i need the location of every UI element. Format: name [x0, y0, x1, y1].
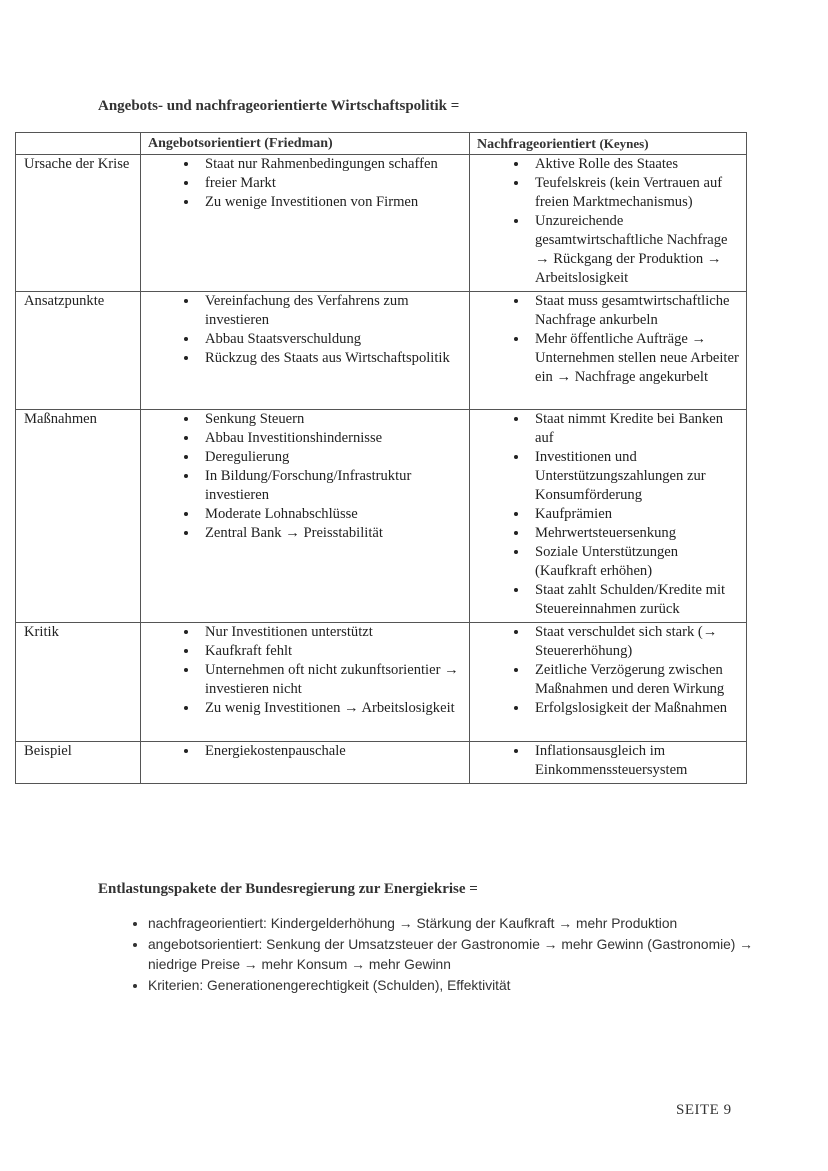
demand-cell	[470, 742, 747, 784]
list-item: • Staat nimmt Kredite bei Banken auf	[529, 410, 740, 448]
supply-list	[148, 742, 463, 761]
demand-cell	[470, 623, 747, 742]
list-item: • Soziale Unterstützungen (Kaufkraft erhöhen)	[529, 543, 740, 581]
list-item: • Energiekostenpauschale	[199, 742, 463, 761]
section-heading-relief: Entlastungspakete der Bundesregierung zur Energiekrise =	[98, 881, 478, 897]
list-item: • nachfrageorientiert: Kindergelderhöhung → Stärkung der Kaufkraft → mehr Produktion	[148, 914, 788, 935]
supply-cell	[141, 155, 470, 292]
header-supply: Angebotsorientiert (Friedman)	[141, 133, 470, 155]
list-item: • Zu wenig Investitionen → Arbeitslosigkeit	[199, 699, 463, 718]
table-row	[16, 410, 747, 623]
row-label: Kritik	[16, 623, 141, 742]
demand-cell	[470, 155, 747, 292]
list-item: • Abbau Investitionshindernisse	[199, 429, 463, 448]
list-item: • Mehrwertsteuersenkung	[529, 524, 740, 543]
page-heading-policy: Angebots- und nachfrageorientierte Wirtschaftspolitik =	[98, 98, 460, 114]
demand-cell	[470, 410, 747, 623]
list-item: • Zentral Bank → Preisstabilität	[199, 524, 463, 543]
list-item: • Investitionen und Unterstützungszahlungen zur Konsumförderung	[529, 448, 740, 505]
list-item: • Staat verschuldet sich stark (→ Steuererhöhung)	[529, 623, 740, 661]
list-item: • Aktive Rolle des Staates	[529, 155, 740, 174]
row-label: Maßnahmen	[16, 410, 141, 623]
list-item: • Mehr öffentliche Aufträge → Unternehmen stellen neue Arbeiter ein → Nachfrage angekurbelt	[529, 330, 740, 387]
demand-cell	[470, 292, 747, 410]
list-item: • Nur Investitionen unterstützt	[199, 623, 463, 642]
header-demand-sub: (Keynes)	[599, 136, 649, 151]
demand-list	[477, 292, 740, 387]
demand-list	[477, 742, 740, 780]
list-item: • Zu wenige Investitionen von Firmen	[199, 193, 463, 212]
table-row	[16, 742, 747, 784]
policy-comparison-table	[15, 132, 747, 784]
supply-list	[148, 292, 463, 368]
table-header-row	[16, 133, 747, 155]
demand-list	[477, 410, 740, 619]
supply-cell	[141, 292, 470, 410]
list-item: • Staat muss gesamtwirtschaftliche Nachfrage ankurbeln	[529, 292, 740, 330]
list-item: • Unternehmen oft nicht zukunftsorientier → investieren nicht	[199, 661, 463, 699]
demand-list	[477, 155, 740, 288]
list-item: • Teufelskreis (kein Vertrauen auf freien Marktmechanismus)	[529, 174, 740, 212]
supply-list	[148, 410, 463, 543]
supply-list	[148, 623, 463, 718]
list-item: • Senkung Steuern	[199, 410, 463, 429]
list-item: • Staat zahlt Schulden/Kredite mit Steuereinnahmen zurück	[529, 581, 740, 619]
supply-cell	[141, 410, 470, 623]
demand-list	[477, 623, 740, 718]
list-item: • Vereinfachung des Verfahrens zum investieren	[199, 292, 463, 330]
list-item: • angebotsorientiert: Senkung der Umsatzsteuer der Gastronomie → mehr Gewinn (Gastronomie) → niedrige Preise → mehr Konsum → mehr Gewinn	[148, 935, 788, 976]
list-item: • Kaufkraft fehlt	[199, 642, 463, 661]
list-item: • Inflationsausgleich im Einkommenssteuersystem	[529, 742, 740, 780]
header-demand-main: Nachfrageorientiert	[477, 137, 596, 152]
row-label: Ursache der Krise	[16, 155, 141, 292]
list-item: • Unzureichende gesamtwirtschaftliche Nachfrage → Rückgang der Produktion → Arbeitslosigkeit	[529, 212, 740, 288]
supply-cell	[141, 742, 470, 784]
list-item: • freier Markt	[199, 174, 463, 193]
list-item: • Deregulierung	[199, 448, 463, 467]
list-item: • Rückzug des Staats aus Wirtschaftspolitik	[199, 349, 463, 368]
table-row	[16, 155, 747, 292]
list-item: • Kriterien: Generationengerechtigkeit (Schulden), Effektivität	[148, 976, 788, 997]
row-label: Ansatzpunkte	[16, 292, 141, 410]
list-item: • Kaufprämien	[529, 505, 740, 524]
supply-cell	[141, 623, 470, 742]
table-row	[16, 292, 747, 410]
table-row	[16, 623, 747, 742]
list-item: • In Bildung/Forschung/Infrastruktur investieren	[199, 467, 463, 505]
list-item: • Erfolgslosigkeit der Maßnahmen	[529, 699, 740, 718]
header-demand	[470, 133, 747, 155]
list-item: • Moderate Lohnabschlüsse	[199, 505, 463, 524]
header-empty-cell	[16, 133, 141, 155]
relief-list	[98, 914, 788, 996]
list-item: • Zeitliche Verzögerung zwischen Maßnahmen und deren Wirkung	[529, 661, 740, 699]
supply-list	[148, 155, 463, 212]
page-number: SEITE 9	[676, 1102, 732, 1118]
list-item: • Staat nur Rahmenbedingungen schaffen	[199, 155, 463, 174]
list-item: • Abbau Staatsverschuldung	[199, 330, 463, 349]
row-label: Beispiel	[16, 742, 141, 784]
